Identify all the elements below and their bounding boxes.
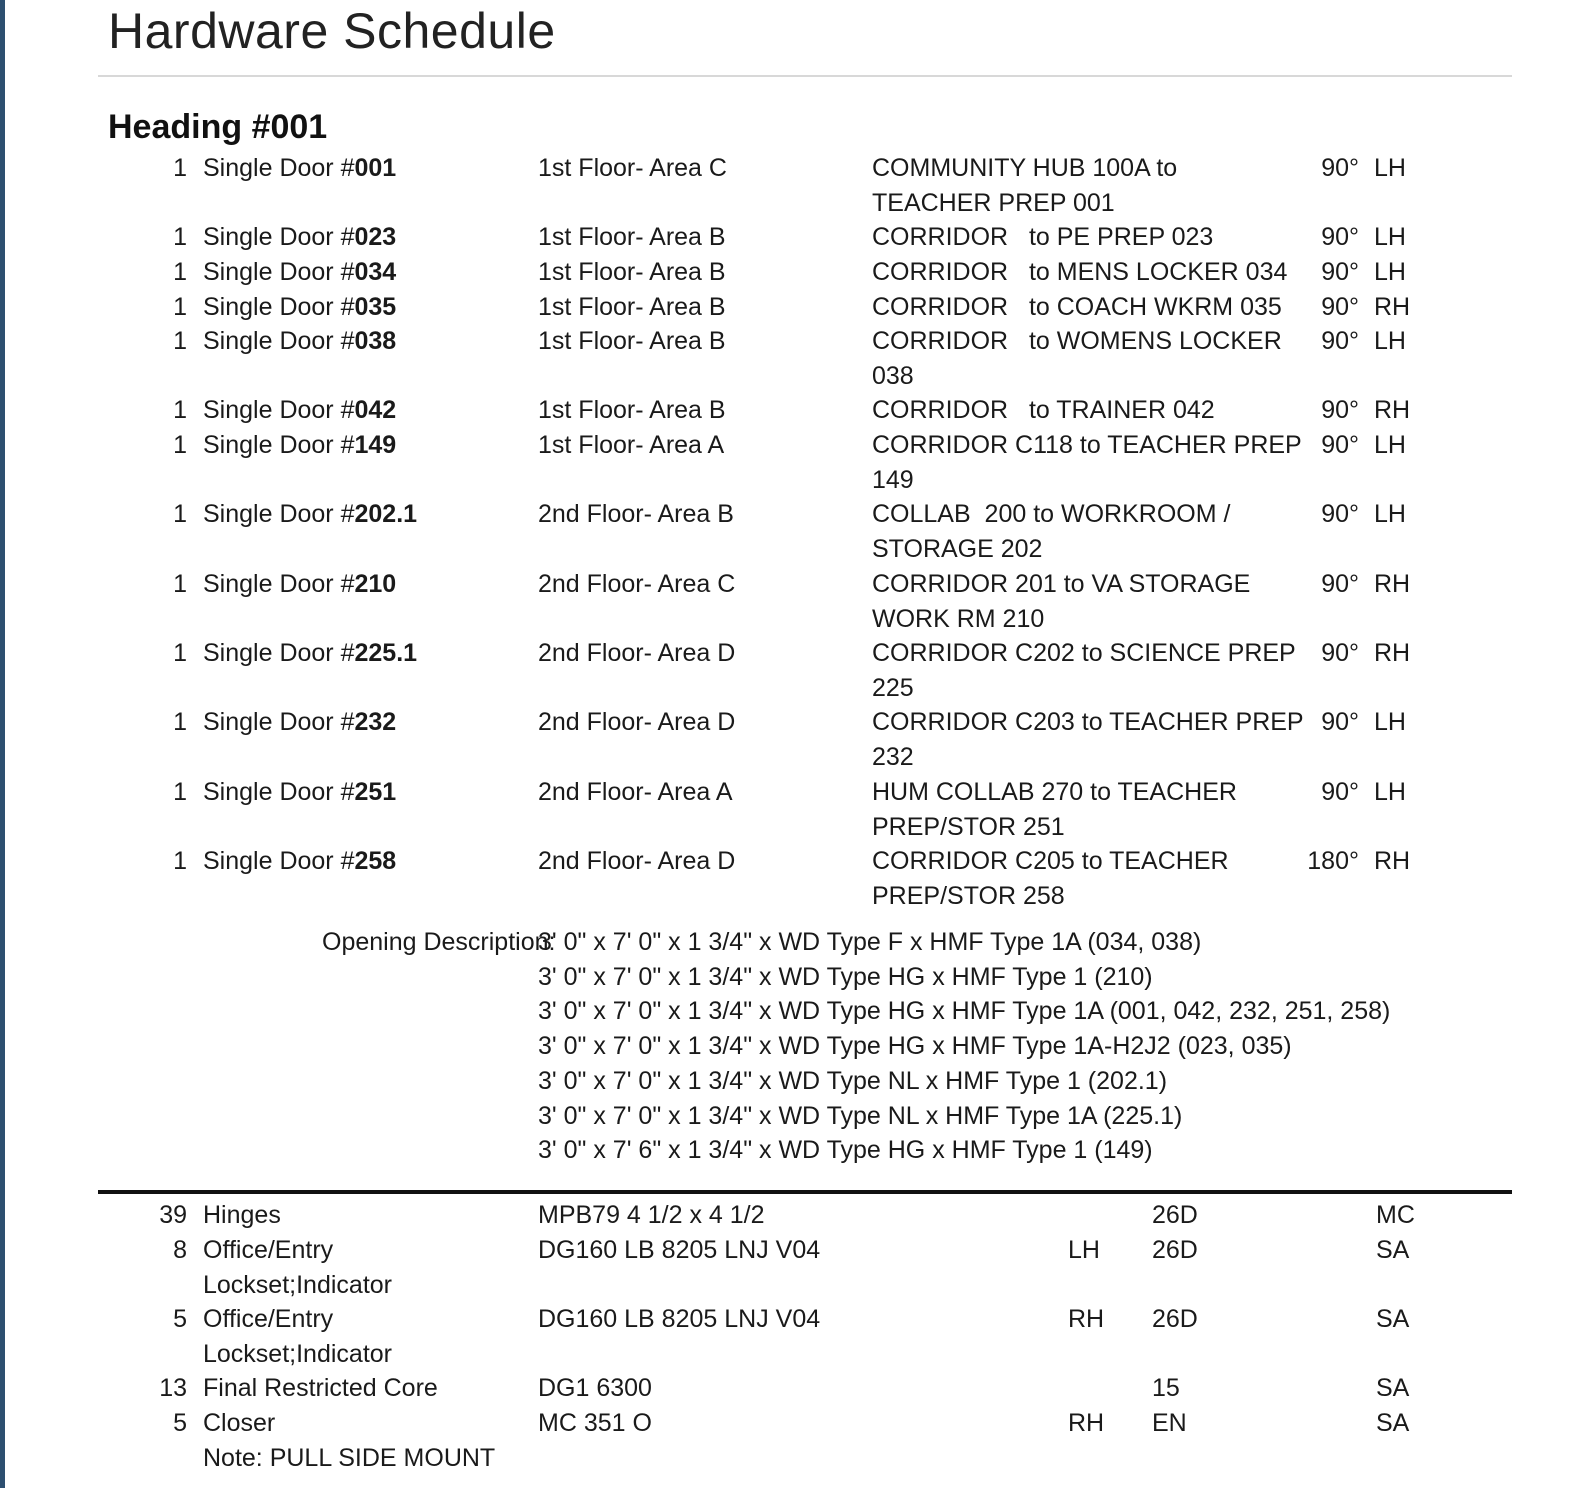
- door-label-text: Single Door #: [203, 639, 355, 667]
- door-qty: 1: [173, 500, 187, 528]
- door-location: 1st Floor- Area B: [538, 258, 726, 286]
- door-label-text: Single Door #: [203, 223, 355, 251]
- door-label: [203, 324, 396, 359]
- hardware-manufacturer: SA: [1376, 1374, 1410, 1402]
- door-label: [203, 497, 417, 532]
- door-swing: 90°: [1321, 396, 1359, 424]
- door-qty: 1: [173, 154, 187, 182]
- hardware-manufacturer: SA: [1376, 1236, 1410, 1264]
- door-label-text: Single Door #: [203, 778, 355, 806]
- door-qty: 1: [173, 293, 187, 321]
- door-hand: LH: [1374, 258, 1406, 286]
- hardware-item-continued: Note: PULL SIDE MOUNT: [203, 1444, 496, 1472]
- hardware-finish: 26D: [1152, 1305, 1198, 1333]
- door-hand: LH: [1374, 708, 1406, 736]
- door-label: [203, 844, 396, 879]
- door-swing: 90°: [1321, 500, 1359, 528]
- door-number: 149: [354, 431, 397, 459]
- door-qty: 1: [173, 778, 187, 806]
- opening-description-line: 3' 0" x 7' 0" x 1 3/4" x WD Type HG x HMF Type 1A-H2J2 (023, 035): [538, 1032, 1292, 1061]
- door-qty: 1: [173, 570, 187, 598]
- door-description-continued: 232: [872, 743, 914, 771]
- door-qty: 1: [173, 847, 187, 875]
- door-swing: 90°: [1321, 639, 1359, 667]
- door-label-text: Single Door #: [203, 708, 355, 736]
- hardware-qty: 39: [159, 1201, 187, 1229]
- door-qty: 1: [173, 258, 187, 286]
- door-label-text: Single Door #: [203, 327, 355, 355]
- hardware-model: DG160 LB 8205 LNJ V04: [538, 1236, 821, 1264]
- door-label-text: Single Door #: [203, 258, 355, 286]
- title-divider: [98, 75, 1512, 77]
- door-swing: 180°: [1307, 847, 1359, 875]
- door-qty: 1: [173, 396, 187, 424]
- opening-description-line: 3' 0" x 7' 6" x 1 3/4" x WD Type HG x HMF Type 1 (149): [538, 1136, 1153, 1165]
- door-number: 202.1: [354, 500, 418, 528]
- door-description: COLLAB 200 to WORKROOM /: [872, 500, 1231, 528]
- door-number: 023: [354, 223, 397, 251]
- door-number: 225.1: [354, 639, 418, 667]
- door-label: [203, 393, 396, 428]
- door-label-text: Single Door #: [203, 293, 355, 321]
- door-swing: 90°: [1321, 154, 1359, 182]
- hardware-qty: 5: [173, 1409, 187, 1437]
- door-swing: 90°: [1321, 778, 1359, 806]
- door-number: 258: [354, 847, 397, 875]
- door-number: 232: [354, 708, 397, 736]
- opening-description-line: 3' 0" x 7' 0" x 1 3/4" x WD Type F x HMF Type 1A (034, 038): [538, 928, 1202, 956]
- door-qty: 1: [173, 431, 187, 459]
- door-number: 035: [354, 293, 397, 321]
- hardware-qty: 8: [173, 1236, 187, 1264]
- hardware-item-continued: Lockset;Indicator: [203, 1271, 392, 1299]
- door-location: 1st Floor- Area B: [538, 396, 726, 424]
- door-description: HUM COLLAB 270 to TEACHER: [872, 778, 1237, 806]
- door-description: CORRIDOR to COACH WKRM 035: [872, 293, 1282, 321]
- hardware-model: MC 351 O: [538, 1409, 652, 1437]
- door-location: 2nd Floor- Area D: [538, 639, 736, 667]
- hardware-model: DG1 6300: [538, 1374, 652, 1402]
- hardware-qty: 13: [159, 1374, 187, 1402]
- hardware-item: Closer: [203, 1409, 276, 1437]
- door-description-continued: PREP/STOR 251: [872, 813, 1065, 841]
- door-description-continued: TEACHER PREP 001: [872, 189, 1115, 217]
- door-number: 210: [354, 570, 397, 598]
- door-description: CORRIDOR C203 to TEACHER PREP: [872, 708, 1304, 736]
- door-description: CORRIDOR to MENS LOCKER 034: [872, 258, 1288, 286]
- door-location: 1st Floor- Area B: [538, 223, 726, 251]
- hardware-item: Office/Entry: [203, 1236, 334, 1264]
- door-qty: 1: [173, 327, 187, 355]
- hardware-manufacturer: SA: [1376, 1409, 1410, 1437]
- hardware-hand: RH: [1068, 1409, 1105, 1437]
- door-description: CORRIDOR C205 to TEACHER: [872, 847, 1229, 875]
- door-qty: 1: [173, 708, 187, 736]
- door-swing: 90°: [1321, 708, 1359, 736]
- door-number: 001: [354, 154, 397, 182]
- door-description-continued: WORK RM 210: [872, 605, 1045, 633]
- hardware-model: DG160 LB 8205 LNJ V04: [538, 1305, 821, 1333]
- opening-description-line: 3' 0" x 7' 0" x 1 3/4" x WD Type NL x HMF Type 1 (202.1): [538, 1066, 1168, 1095]
- door-hand: LH: [1374, 778, 1406, 806]
- door-description: CORRIDOR C202 to SCIENCE PREP: [872, 639, 1296, 667]
- door-description: CORRIDOR to WOMENS LOCKER: [872, 327, 1282, 355]
- door-label: [203, 290, 396, 325]
- hardware-manufacturer: MC: [1376, 1201, 1415, 1229]
- door-hand: RH: [1374, 639, 1411, 667]
- door-qty: 1: [173, 223, 187, 251]
- opening-description-line: 3' 0" x 7' 0" x 1 3/4" x WD Type HG x HMF Type 1 (210): [538, 962, 1153, 991]
- door-location: 2nd Floor- Area C: [538, 570, 736, 598]
- door-location: 2nd Floor- Area D: [538, 847, 736, 875]
- door-swing: 90°: [1321, 223, 1359, 251]
- door-hand: RH: [1374, 570, 1411, 598]
- door-description: CORRIDOR to PE PREP 023: [872, 223, 1214, 251]
- door-label: [203, 220, 396, 255]
- door-location: 1st Floor- Area B: [538, 293, 726, 321]
- door-label: [203, 567, 396, 602]
- door-hand: LH: [1374, 431, 1406, 459]
- door-description: CORRIDOR 201 to VA STORAGE: [872, 570, 1251, 598]
- door-swing: 90°: [1321, 570, 1359, 598]
- door-location: 2nd Floor- Area A: [538, 778, 733, 806]
- door-label: [203, 705, 396, 740]
- door-label-text: Single Door #: [203, 500, 355, 528]
- opening-description-label: Opening Description:: [322, 928, 556, 956]
- hardware-finish: 26D: [1152, 1201, 1198, 1229]
- door-description-continued: 149: [872, 466, 914, 494]
- door-number: 042: [354, 396, 397, 424]
- door-swing: 90°: [1321, 293, 1359, 321]
- heading-title: Heading #001: [108, 108, 328, 146]
- door-description: CORRIDOR C118 to TEACHER PREP: [872, 431, 1302, 459]
- door-location: 2nd Floor- Area B: [538, 500, 734, 528]
- door-location: 1st Floor- Area A: [538, 431, 725, 459]
- door-location: 1st Floor- Area B: [538, 327, 726, 355]
- door-number: 251: [354, 778, 397, 806]
- door-swing: 90°: [1321, 431, 1359, 459]
- hardware-item: Hinges: [203, 1201, 281, 1229]
- door-label: [203, 428, 396, 463]
- hardware-hand: LH: [1068, 1236, 1100, 1264]
- door-label-text: Single Door #: [203, 431, 355, 459]
- door-hand: LH: [1374, 154, 1406, 182]
- door-number: 034: [354, 258, 397, 286]
- hardware-item-continued: Lockset;Indicator: [203, 1340, 392, 1368]
- door-label-text: Single Door #: [203, 396, 355, 424]
- hardware-hand: RH: [1068, 1305, 1105, 1333]
- door-label: [203, 255, 396, 290]
- door-hand: RH: [1374, 396, 1411, 424]
- hardware-qty: 5: [173, 1305, 187, 1333]
- hardware-finish: EN: [1152, 1409, 1187, 1437]
- hardware-finish: 26D: [1152, 1236, 1198, 1264]
- door-swing: 90°: [1321, 258, 1359, 286]
- door-hand: RH: [1374, 293, 1411, 321]
- door-qty: 1: [173, 639, 187, 667]
- door-label-text: Single Door #: [203, 847, 355, 875]
- door-description: COMMUNITY HUB 100A to: [872, 154, 1178, 182]
- hardware-item: Final Restricted Core: [203, 1374, 438, 1402]
- door-label: [203, 636, 417, 671]
- door-label: [203, 775, 396, 810]
- opening-description-line: 3' 0" x 7' 0" x 1 3/4" x WD Type NL x HMF Type 1A (225.1): [538, 1101, 1183, 1130]
- door-label-text: Single Door #: [203, 570, 355, 598]
- door-swing: 90°: [1321, 327, 1359, 355]
- door-hand: RH: [1374, 847, 1411, 875]
- door-description: CORRIDOR to TRAINER 042: [872, 396, 1215, 424]
- section-divider: [98, 1190, 1512, 1194]
- door-location: 1st Floor- Area C: [538, 154, 727, 182]
- door-hand: LH: [1374, 500, 1406, 528]
- hardware-manufacturer: SA: [1376, 1305, 1410, 1333]
- hardware-finish: 15: [1152, 1374, 1180, 1402]
- document-title: Hardware Schedule: [108, 3, 556, 59]
- opening-description-line: 3' 0" x 7' 0" x 1 3/4" x WD Type HG x HMF Type 1A (001, 042, 232, 251, 258): [538, 997, 1391, 1026]
- door-description-continued: 038: [872, 362, 914, 390]
- door-description-continued: 225: [872, 674, 914, 702]
- door-description-continued: STORAGE 202: [872, 535, 1043, 563]
- door-hand: LH: [1374, 327, 1406, 355]
- door-number: 038: [354, 327, 397, 355]
- door-hand: LH: [1374, 223, 1406, 251]
- door-location: 2nd Floor- Area D: [538, 708, 736, 736]
- door-label: [203, 151, 396, 186]
- hardware-model: MPB79 4 1/2 x 4 1/2: [538, 1201, 765, 1229]
- door-description-continued: PREP/STOR 258: [872, 882, 1065, 910]
- door-label-text: Single Door #: [203, 154, 355, 182]
- hardware-item: Office/Entry: [203, 1305, 334, 1333]
